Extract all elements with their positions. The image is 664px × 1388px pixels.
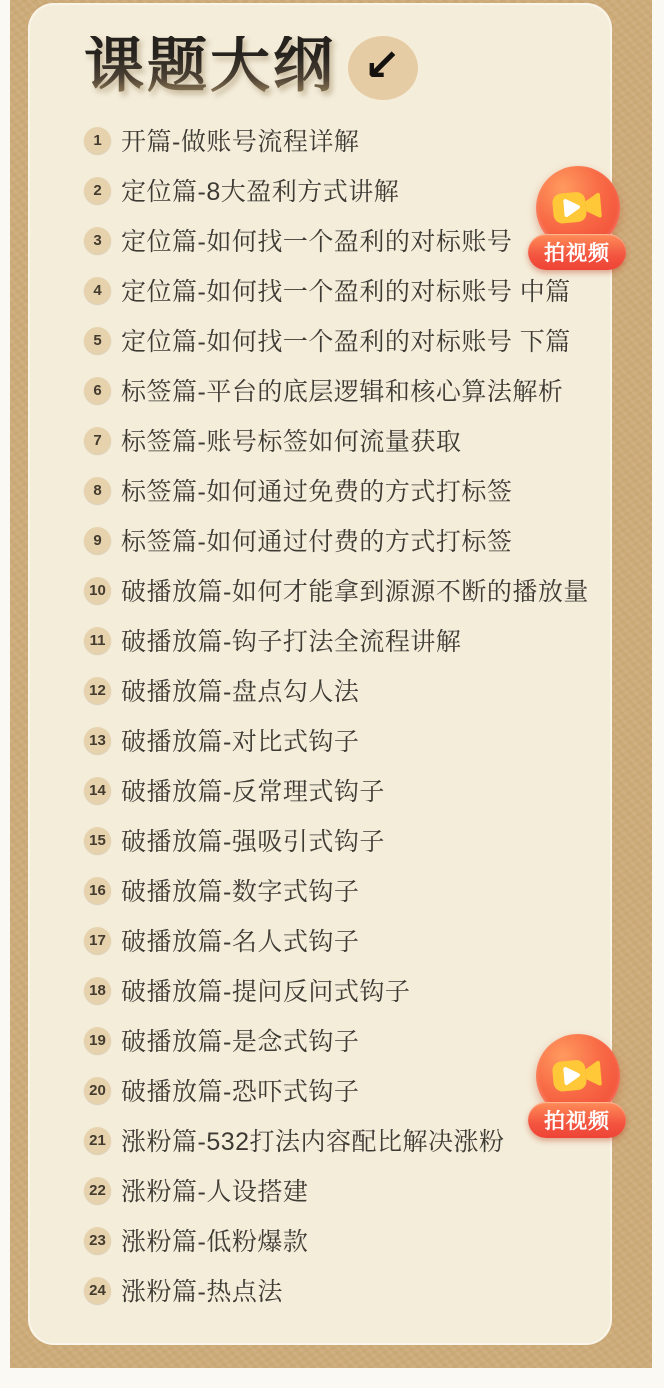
video-camera-icon — [549, 1053, 606, 1100]
item-label: 定位篇-8大盈利方式讲解 — [121, 178, 400, 206]
item-label: 破播放篇-如何才能拿到源源不断的播放量 — [121, 578, 589, 606]
item-label: 定位篇-如何找一个盈利的对标账号 — [121, 228, 513, 256]
item-number-badge: 11 — [84, 627, 111, 654]
list-item — [84, 365, 624, 415]
list-item — [84, 715, 624, 765]
shoot-video-badge[interactable] — [528, 166, 628, 270]
item-number-badge: 20 — [84, 1077, 111, 1104]
item-number-badge: 1 — [84, 127, 111, 154]
item-number-badge: 6 — [84, 377, 111, 404]
list-item — [84, 115, 624, 165]
item-label: 标签篇-如何通过免费的方式打标签 — [121, 478, 513, 506]
list-item — [84, 915, 624, 965]
item-label: 开篇-做账号流程详解 — [121, 128, 360, 156]
item-number-badge: 12 — [84, 677, 111, 704]
item-number-badge: 15 — [84, 827, 111, 854]
item-number-badge: 21 — [84, 1127, 111, 1154]
item-number-badge: 3 — [84, 227, 111, 254]
list-item — [84, 765, 624, 815]
item-number-badge: 16 — [84, 877, 111, 904]
arrow-down-left-icon: ↙ — [363, 41, 401, 90]
list-item — [84, 1265, 624, 1315]
item-number-badge: 13 — [84, 727, 111, 754]
shoot-video-badge[interactable] — [528, 1034, 628, 1138]
item-number-badge: 7 — [84, 427, 111, 454]
shoot-video-label: 拍视频 — [544, 242, 610, 265]
item-label: 涨粉篇-热点法 — [121, 1278, 283, 1306]
item-number-badge: 10 — [84, 577, 111, 604]
item-label: 标签篇-如何通过付费的方式打标签 — [121, 528, 513, 556]
header — [84, 26, 418, 106]
item-label: 破播放篇-钩子打法全流程讲解 — [121, 628, 462, 656]
item-label: 定位篇-如何找一个盈利的对标账号 下篇 — [121, 328, 571, 356]
item-number-badge: 24 — [84, 1277, 111, 1304]
shoot-video-pill[interactable] — [528, 1102, 626, 1138]
item-label: 破播放篇-对比式钩子 — [121, 728, 360, 756]
video-camera-icon — [549, 185, 606, 232]
list-item — [84, 665, 624, 715]
list-item — [84, 1165, 624, 1215]
shoot-video-pill[interactable] — [528, 234, 626, 270]
item-label: 破播放篇-提问反问式钩子 — [121, 978, 411, 1006]
item-number-badge: 14 — [84, 777, 111, 804]
list-item — [84, 315, 624, 365]
item-label: 涨粉篇-人设搭建 — [121, 1178, 309, 1206]
item-label: 破播放篇-反常理式钩子 — [121, 778, 385, 806]
item-label: 破播放篇-是念式钩子 — [121, 1028, 360, 1056]
item-label: 破播放篇-强吸引式钩子 — [121, 828, 385, 856]
list-item — [84, 615, 624, 665]
item-label: 定位篇-如何找一个盈利的对标账号 中篇 — [121, 278, 571, 306]
list-item — [84, 815, 624, 865]
list-item — [84, 415, 624, 465]
item-label: 破播放篇-盘点勾人法 — [121, 678, 360, 706]
list-item — [84, 965, 624, 1015]
list-item — [84, 565, 624, 615]
item-label: 标签篇-平台的底层逻辑和核心算法解析 — [121, 378, 564, 406]
list-item — [84, 265, 624, 315]
item-label: 涨粉篇-532打法内容配比解决涨粉 — [121, 1128, 505, 1156]
item-number-badge: 23 — [84, 1227, 111, 1254]
item-number-badge: 8 — [84, 477, 111, 504]
item-label: 涨粉篇-低粉爆款 — [121, 1228, 309, 1256]
item-number-badge: 4 — [84, 277, 111, 304]
item-label: 破播放篇-名人式钩子 — [121, 928, 360, 956]
item-number-badge: 2 — [84, 177, 111, 204]
item-label: 标签篇-账号标签如何流量获取 — [121, 428, 462, 456]
list-item — [84, 865, 624, 915]
shoot-video-label: 拍视频 — [544, 1110, 610, 1133]
list-item — [84, 515, 624, 565]
item-label: 破播放篇-数字式钩子 — [121, 878, 360, 906]
list-item — [84, 465, 624, 515]
list-item — [84, 1215, 624, 1265]
item-number-badge: 19 — [84, 1027, 111, 1054]
item-number-badge: 22 — [84, 1177, 111, 1204]
item-number-badge: 18 — [84, 977, 111, 1004]
arrow-down-left-badge — [348, 36, 418, 100]
item-label: 破播放篇-恐吓式钩子 — [121, 1078, 360, 1106]
page-title: 课题大纲 — [84, 33, 336, 99]
item-number-badge: 9 — [84, 527, 111, 554]
item-number-badge: 17 — [84, 927, 111, 954]
item-number-badge: 5 — [84, 327, 111, 354]
